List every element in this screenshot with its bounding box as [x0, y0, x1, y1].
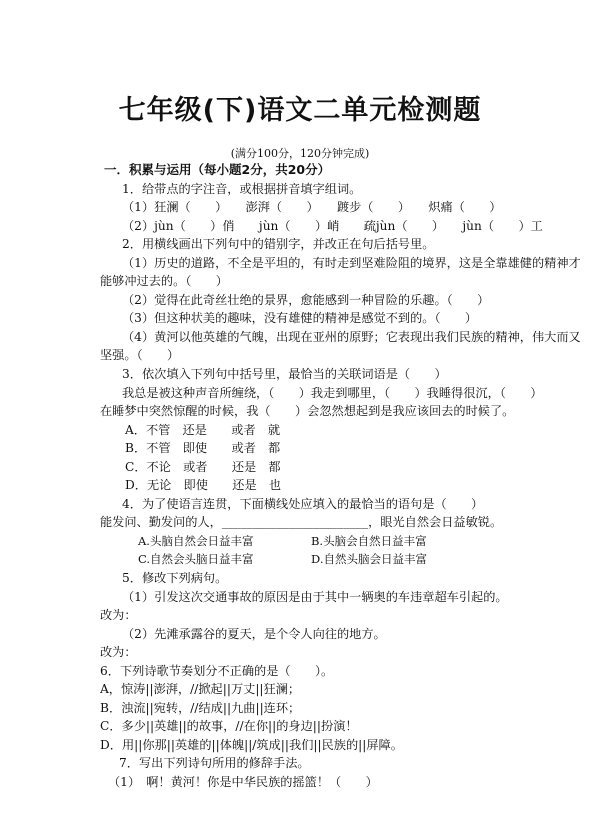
q3-body-b: 在睡梦中突然惊醒的时候，我（ ）会忽然想起到是我应该回去的时候了。	[100, 404, 515, 418]
q3-option-d: D．无论 即使 还是 也	[125, 478, 282, 492]
q4-body: 能发问、勤发问的人，________________________，眼光自然会日益敏锐。	[100, 515, 503, 529]
q5-sentence-1: （1）引发这次交通事故的原因是由于其中一辆奥的车违章超车引起的。	[122, 590, 508, 604]
q3-prompt: 3．依次填入下列句中括号里，最恰当的关联词语是（ ）	[122, 367, 447, 381]
q6-option-c: C．多少||英雄||的故事，//在你||的身边||扮演！	[100, 719, 358, 733]
q1-prompt: 1．给带点的字注音，或根据拼音填字组词。	[122, 182, 362, 196]
q3-option-c: C．不论 或者 还是 都	[125, 460, 281, 474]
q4-options-cd: C.自然会头脑日益丰富 D.自然头脑会日益丰富	[138, 552, 428, 566]
q3-body-a: 我总是被这种声音所缠绕，（ ）我走到哪里，（ ）我睡得很沉，（ ）	[122, 386, 543, 400]
q2-sentence-1a: （1）历史的道路，不全是平坦的，有时走到坚难险阻的境界，这是全靠雄健的精神才	[122, 256, 581, 270]
q5-fix-label-2: 改为：	[100, 645, 137, 659]
page-title: 七年级(下)语文二单元检测题	[118, 95, 482, 126]
section-heading: 一．积累与运用（每小题2分，共20分）	[104, 162, 331, 177]
score-note: (满分100分，120分钟完成)	[230, 147, 370, 160]
q5-prompt: 5．修改下列病句。	[122, 571, 228, 585]
q3-option-a: A．不管 还是 或者 就	[125, 423, 281, 437]
q6-option-d: D．用||你那||英雄的||体魄||/筑成||我们||民族的||屏障。	[100, 738, 403, 752]
q2-sentence-1b: 能够冲过去的。（ ）	[100, 274, 228, 288]
q6-option-b: B．浊流||宛转，//结成||九曲||连环；	[100, 701, 301, 715]
q1-row-2: （2）jùn（ ）俏 jùn（ ）峭 疏jùn（ ） jùn（ ）工	[122, 219, 543, 233]
q2-sentence-4b: 坚强。（ ）	[100, 348, 180, 362]
q2-prompt: 2．用横线画出下列句中的错别字，并改正在句后括号里。	[122, 237, 435, 251]
q4-prompt: 4．为了使语言连贯，下面横线处应填入的最恰当的语句是（ ）	[122, 497, 484, 511]
q5-sentence-2: （2）先滩承露谷的夏天，是个令人向往的地方。	[122, 627, 386, 641]
q2-sentence-2: （2）觉得在此奇丝壮绝的景界，愈能感到一种冒险的乐趣。（ ）	[122, 293, 490, 307]
q3-option-b: B．不管 即使 或者 都	[125, 441, 281, 455]
q7-sentence-1: （1） 啊！黄河！你是中华民族的摇篮！（ ）	[108, 775, 378, 789]
q7-prompt: 7．写出下列诗句所用的修辞手法。	[119, 756, 310, 770]
q2-sentence-4a: （4）黄河以他英雄的气魄，出现在亚州的原野；它表现出我们民族的精神，伟大而又	[122, 330, 581, 344]
q6-prompt: 6．下列诗歌节奏划分不正确的是（ ）。	[100, 664, 334, 678]
q1-row-1: （1）狂澜（ ） 澎湃（ ） 踱步（ ） 炽痛（ ）	[122, 200, 502, 214]
q2-sentence-3: （3）但这种状美的趣味，没有雄健的精神是感觉不到的。（ ）	[122, 311, 478, 325]
q6-option-a: A，惊涛||澎湃，//掀起||万丈||狂澜；	[100, 682, 301, 696]
q5-fix-label-1: 改为：	[100, 608, 137, 622]
q4-options-ab: A.头脑自然会日益丰富 B.头脑会自然日益丰富	[138, 534, 427, 548]
